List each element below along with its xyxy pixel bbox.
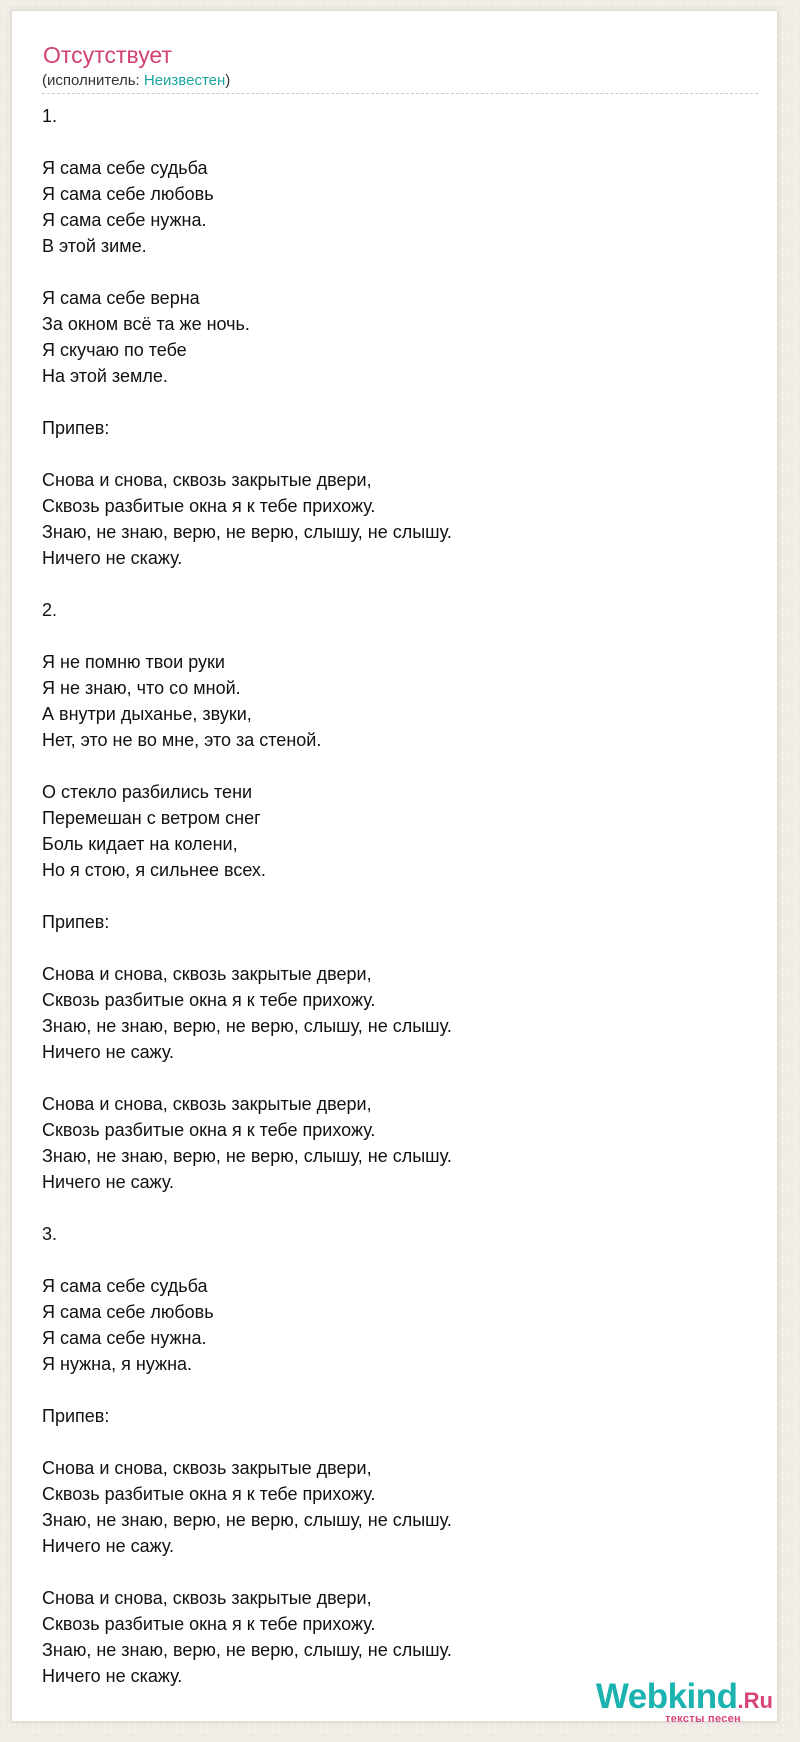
artist-prefix: (исполнитель:: [42, 72, 144, 89]
song-title: Отсутствует: [43, 42, 172, 68]
lyrics-text: 1. Я сама себе судьба Я сама себе любовь Я сама себе нужна. В этой зиме. Я сама себе верна За окном всё та же ночь. Я скучаю по тебе На этой земле. Припев: Снова и снова, сквозь закрытые двери, Сквозь разбитые окна я к тебе прихожу. Знаю, не знаю, верю, не верю, слышу, не слышу. Ничего не скажу. 2. Я не помню твои руки Я не знаю, что со мной. А внутри дыханье, звуки, Нет, это не во мне, это за стеной. О стекло разбились тени Перемешан с ветром снег Боль кидает на колени, Но я стою, я сильнее всех. Припев: Снова и снова, сквозь закрытые двери, Сквозь разбитые окна я к тебе прихожу. Знаю, не знаю, верю, не верю, слышу, не слышу. Ничего не сажу. Снова и снова, сквозь закрытые двери, Сквозь разбитые окна я к тебе прихожу. Знаю, не знаю, верю, не верю, слышу, не слышу. Ничего не сажу. 3. Я сама себе судьба Я сама себе любовь Я сама себе нужна. Я нужна, я нужна. Припев: Снова и снова, сквозь закрытые двери, Сквозь разбитые окна я к тебе прихожу. Знаю, не знаю, верю, не верю, слышу, не слышу. Ничего не сажу. Снова и снова, сквозь закрытые двери, Сквозь разбитые окна я к тебе прихожу. Знаю, не знаю, верю, не верю, слышу, не слышу. Ничего не скажу.: [42, 106, 452, 1686]
artist-link[interactable]: Неизвестен: [143, 72, 226, 89]
logo-name: Webkind: [595, 1677, 738, 1716]
logo-tld: .Ru: [737, 1688, 773, 1713]
artist-suffix: ): [225, 72, 231, 89]
artist-line: [42, 72, 230, 90]
title-divider: [42, 93, 758, 94]
site-logo[interactable]: [573, 1677, 773, 1729]
logo-tagline: тексты песен: [665, 1713, 741, 1725]
